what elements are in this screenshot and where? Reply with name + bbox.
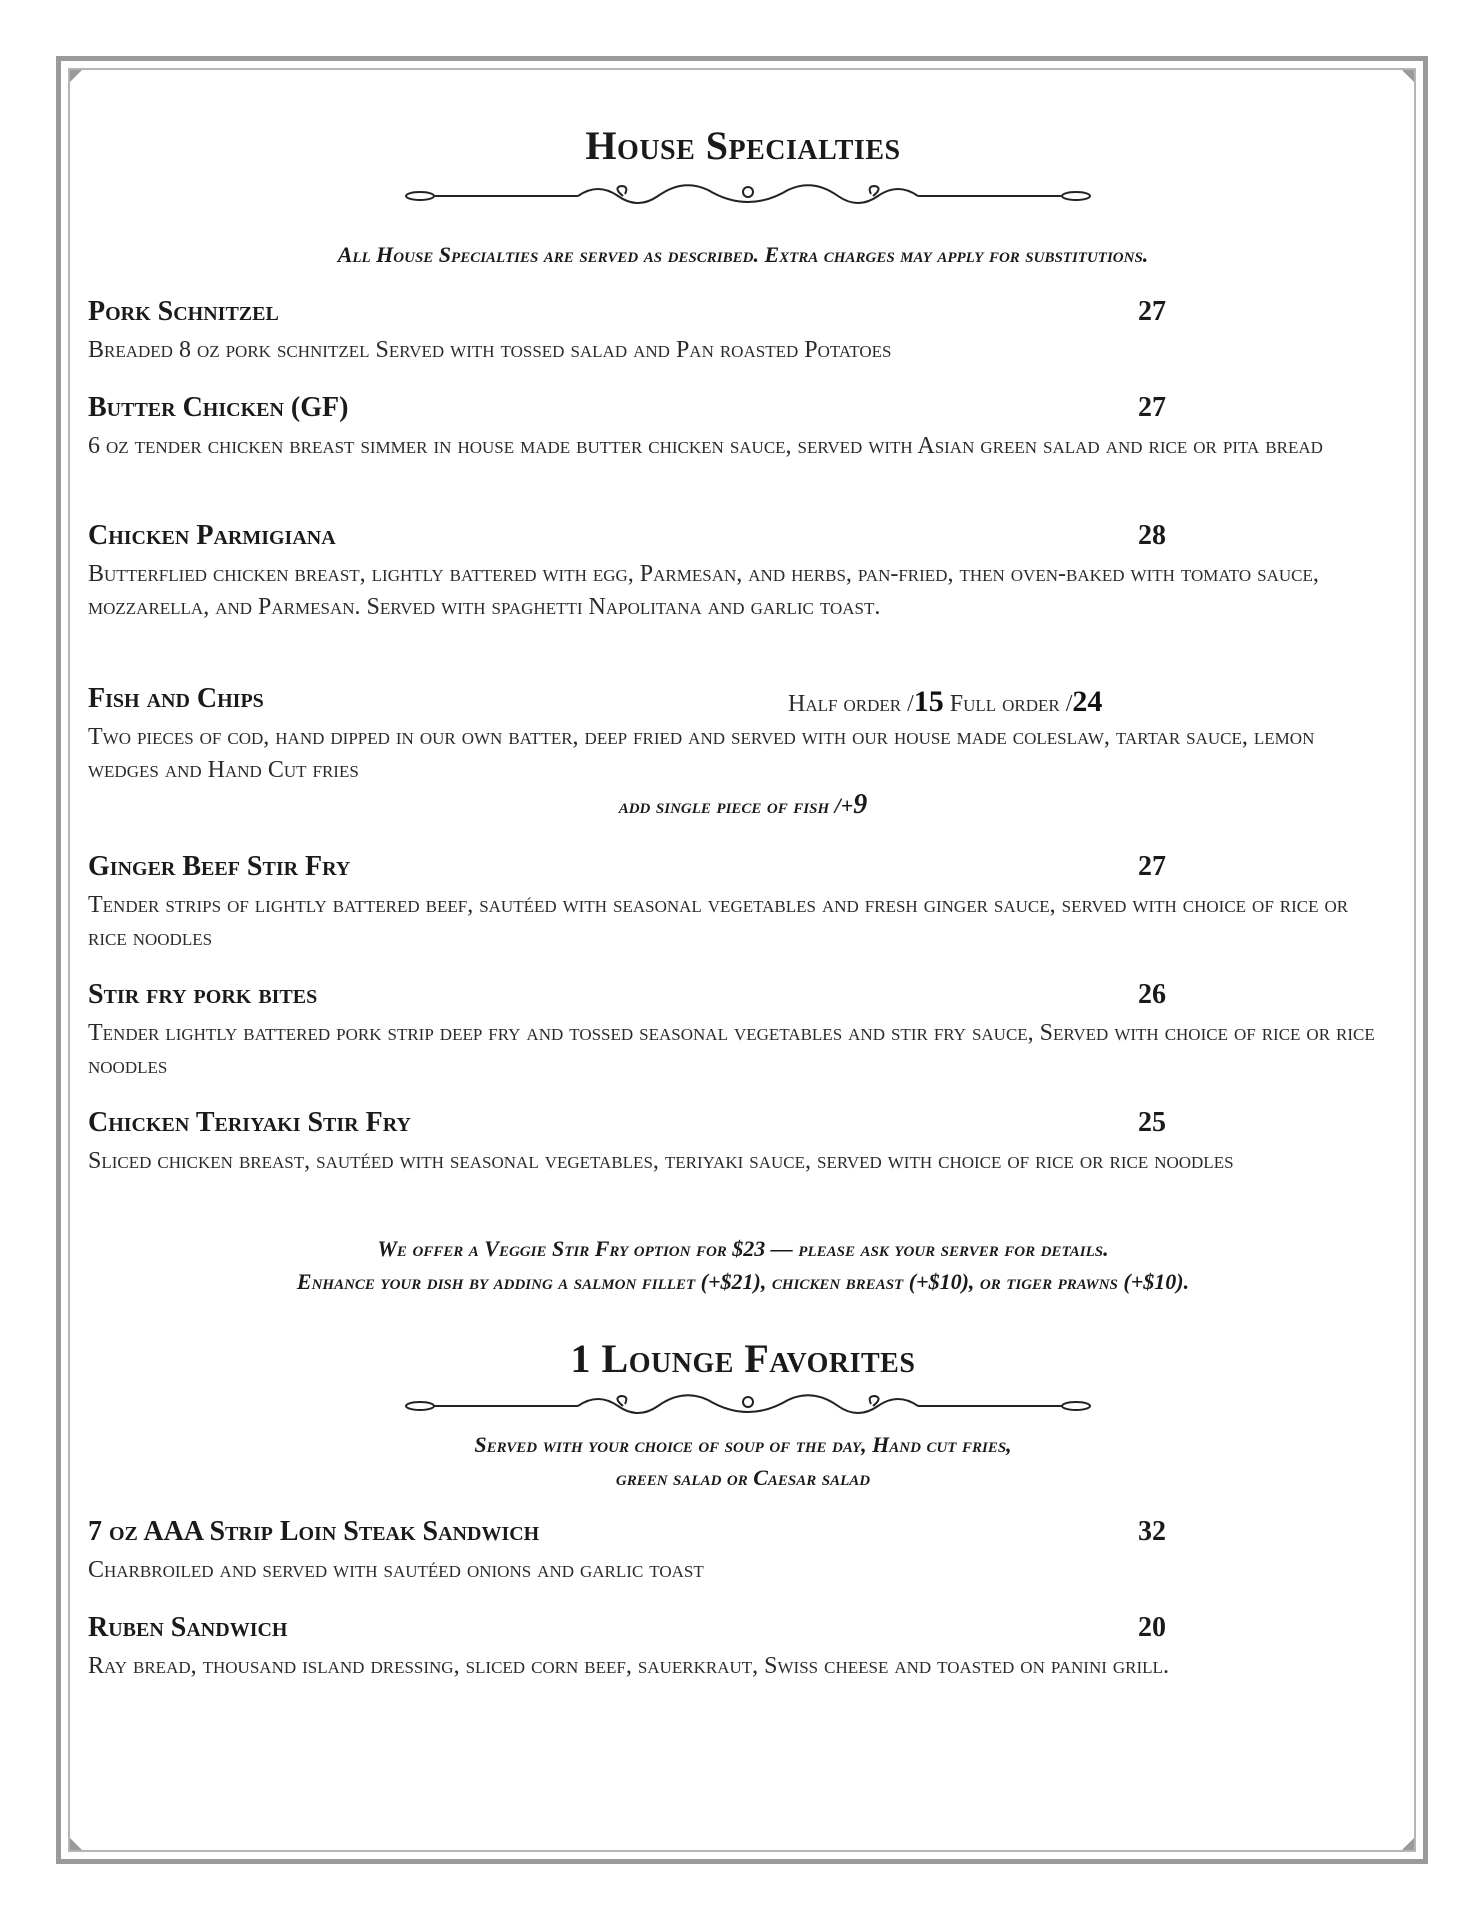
flourish-divider-icon xyxy=(398,178,1098,214)
menu-item-name: Ginger Beef Stir Fry xyxy=(88,851,351,882)
menu-item-price: 27 xyxy=(1138,392,1166,423)
corner-ornament xyxy=(70,70,82,82)
menu-item-name: Butter Chicken (GF) xyxy=(88,392,349,423)
veggie-option-note: We offer a Veggie Stir Fry option for $23 — please ask your server for details. xyxy=(377,1236,1109,1261)
addon-label: add single piece of fish /+ xyxy=(618,793,854,818)
menu-item-name: Fish and Chips xyxy=(88,683,264,714)
menu-item-description: Tender strips of lightly battered beef, sautéed with seasonal vegetables and fresh ginger sauce, served with choice of rice or rice noodles xyxy=(88,892,1349,951)
addon-price: 9 xyxy=(853,789,868,820)
menu-item-description: Two pieces of cod, hand dipped in our own batter, deep fried and served with our house made coleslaw, tartar sauce, lemon wedges and Hand Cut fries xyxy=(88,724,1315,783)
enhance-dish-note: Enhance your dish by adding a salmon fillet (+$21), chicken breast (+$10), or tiger prawns (+$10). xyxy=(296,1269,1190,1294)
fish-chips-prices xyxy=(788,685,1102,719)
corner-ornament xyxy=(1402,1838,1414,1850)
menu-item-price: 27 xyxy=(1138,851,1166,882)
menu-item-description: Charbroiled and served with sautéed onions and garlic toast xyxy=(88,1557,704,1583)
menu-item-price: 32 xyxy=(1138,1516,1166,1547)
menu-item-description: Butterflied chicken breast, lightly battered with egg, Parmesan, and herbs, pan-fried, then oven-baked with tomato sauce, mozzarella, and Parmesan. Served with spaghetti Napolitana and garlic toast. xyxy=(88,561,1319,620)
section-note: Served with your choice of soup of the day, Hand cut fries, xyxy=(474,1432,1012,1457)
full-order-price: 24 xyxy=(1072,685,1103,718)
menu-item-description: Breaded 8 oz pork schnitzel Served with tossed salad and Pan roasted Potatoes xyxy=(88,337,892,363)
menu-item-name: Stir fry pork bites xyxy=(88,979,318,1010)
flourish-divider-icon xyxy=(398,1388,1098,1424)
menu-item-price: 20 xyxy=(1138,1612,1166,1643)
fish-addon-note xyxy=(88,789,1398,821)
menu-item-price: 27 xyxy=(1138,296,1166,327)
menu-item-name: Chicken Parmigiana xyxy=(88,520,336,551)
menu-item-name: Chicken Teriyaki Stir Fry xyxy=(88,1107,411,1138)
menu-item-price: 26 xyxy=(1138,979,1166,1010)
menu-item-description: Tender lightly battered pork strip deep fry and tossed seasonal vegetables and stir fry sauce, Served with choice of rice or rice noodles xyxy=(88,1020,1375,1079)
menu-item-description: 6 oz tender chicken breast simmer in house made butter chicken sauce, served with Asian green salad and rice or pita bread xyxy=(88,433,1323,459)
corner-ornament xyxy=(70,1838,82,1850)
menu-item-description: Sliced chicken breast, sautéed with seasonal vegetables, teriyaki sauce, served with choice of rice or rice noodles xyxy=(88,1148,1234,1174)
menu-item-price: 28 xyxy=(1138,520,1166,551)
menu-item-description: Ray bread, thousand island dressing, sliced corn beef, sauerkraut, Swiss cheese and toasted on panini grill. xyxy=(88,1653,1169,1679)
full-order-label: Full order / xyxy=(949,691,1073,717)
half-order-price: 15 xyxy=(913,685,944,718)
menu-item-price: 25 xyxy=(1138,1107,1166,1138)
menu-item-name: 7 oz AAA Strip Loin Steak Sandwich xyxy=(88,1516,540,1547)
menu-item-name: Ruben Sandwich xyxy=(88,1612,288,1643)
section-note: All House Specialties are served as described. Extra charges may apply for substitutions. xyxy=(337,242,1149,267)
half-order-label: Half order / xyxy=(788,691,914,717)
corner-ornament xyxy=(1402,70,1414,82)
menu-item-name: Pork Schnitzel xyxy=(88,296,279,327)
section-title-lounge-favorites: 1 Lounge Favorites xyxy=(570,1336,916,1381)
section-title-house-specialties: House Specialties xyxy=(585,123,901,168)
section-note: green salad or Caesar salad xyxy=(615,1465,871,1490)
